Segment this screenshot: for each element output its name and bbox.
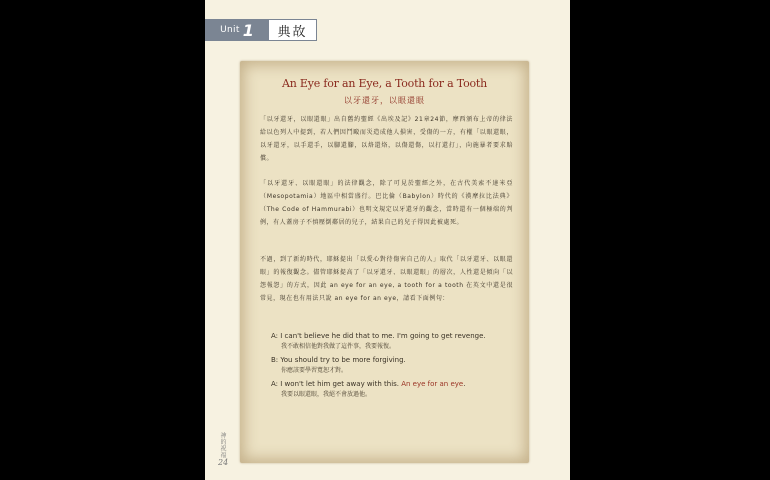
highlighted-idiom: An eye for an eye: [401, 380, 464, 388]
dialogue-line-3: [271, 379, 511, 400]
dialogue-line-1: [271, 331, 511, 352]
dialogue-line-2: [271, 355, 511, 376]
unit-number: 1: [242, 20, 254, 40]
speaker-label: A:: [271, 332, 279, 340]
unit-word: Unit: [220, 25, 240, 35]
unit-label: [205, 19, 269, 41]
dialogue-english: I can't believe he did that to me. I'm going to get revenge.: [280, 332, 486, 340]
dialogue-english: You should try to be more forgiving.: [280, 356, 406, 364]
unit-title: 典故: [269, 19, 317, 41]
section-side-label: 神的祝福: [219, 432, 226, 458]
parchment-panel: [240, 61, 529, 463]
speaker-label: B:: [271, 356, 279, 364]
dialogue-chinese: 我不敢相信他對我做了這件事，我要報復。: [281, 343, 396, 350]
paragraph-1: 「以牙還牙，以眼還眼」出自舊約聖經《出埃及記》21章24節，摩西頒布上帝的律法給以色列人中提到，若人們因鬥毆而災造成他人損害，受傷的一方，有權「以眼還眼，以牙還牙，以手還手，以腳還腳，以烙還烙，以傷還傷，以打還打」，向施暴者要求賠償。: [260, 116, 513, 162]
dialogue-english-end: .: [463, 380, 466, 388]
example-dialogue: [271, 331, 511, 403]
unit-tag: [205, 19, 317, 41]
paragraph-2: 「以牙還牙、以眼還眼」的法律觀念，除了可見於聖經之外，在古代美索不達米亞（Mesopotamia）地區中相當盛行。巴比倫（Babylon）時代的《漢摩拉比法典》（The Code of Hammurabi）也明文規定以牙還牙的觀念，當時還有一個極端的判例，有人蓋房子不慎壓倒鄰居的兒子，結果自己的兒子得因此被處死。: [260, 180, 513, 226]
book-page: [205, 0, 570, 480]
page-number: 24: [218, 458, 229, 467]
dialogue-chinese: 你應該要學習寬恕才對。: [281, 367, 348, 374]
article-subtitle: 以牙還牙，以眼還眼: [344, 96, 425, 105]
paragraph-3: 不過，到了新約時代，耶穌提出「以愛心對待傷害自己的人」取代「以牙還牙、以眼還眼」的報復觀念。儘管耶穌提高了「以牙還牙、以眼還眼」的層次，人性還是傾向「以怨報怨」的方式，因此 an eye for an eye, a tooth for a tooth 在英文中還是很常見，現在也有用法只說 an eye for an eye，請看下面例句：: [260, 256, 513, 302]
article-title: An Eye for an Eye, a Tooth for a Tooth: [281, 77, 488, 90]
dialogue-english: I won't let him get away with this.: [280, 380, 402, 388]
dialogue-chinese: 我要以眼還眼，我絕不會放過他。: [281, 391, 372, 398]
speaker-label: A:: [271, 380, 279, 388]
